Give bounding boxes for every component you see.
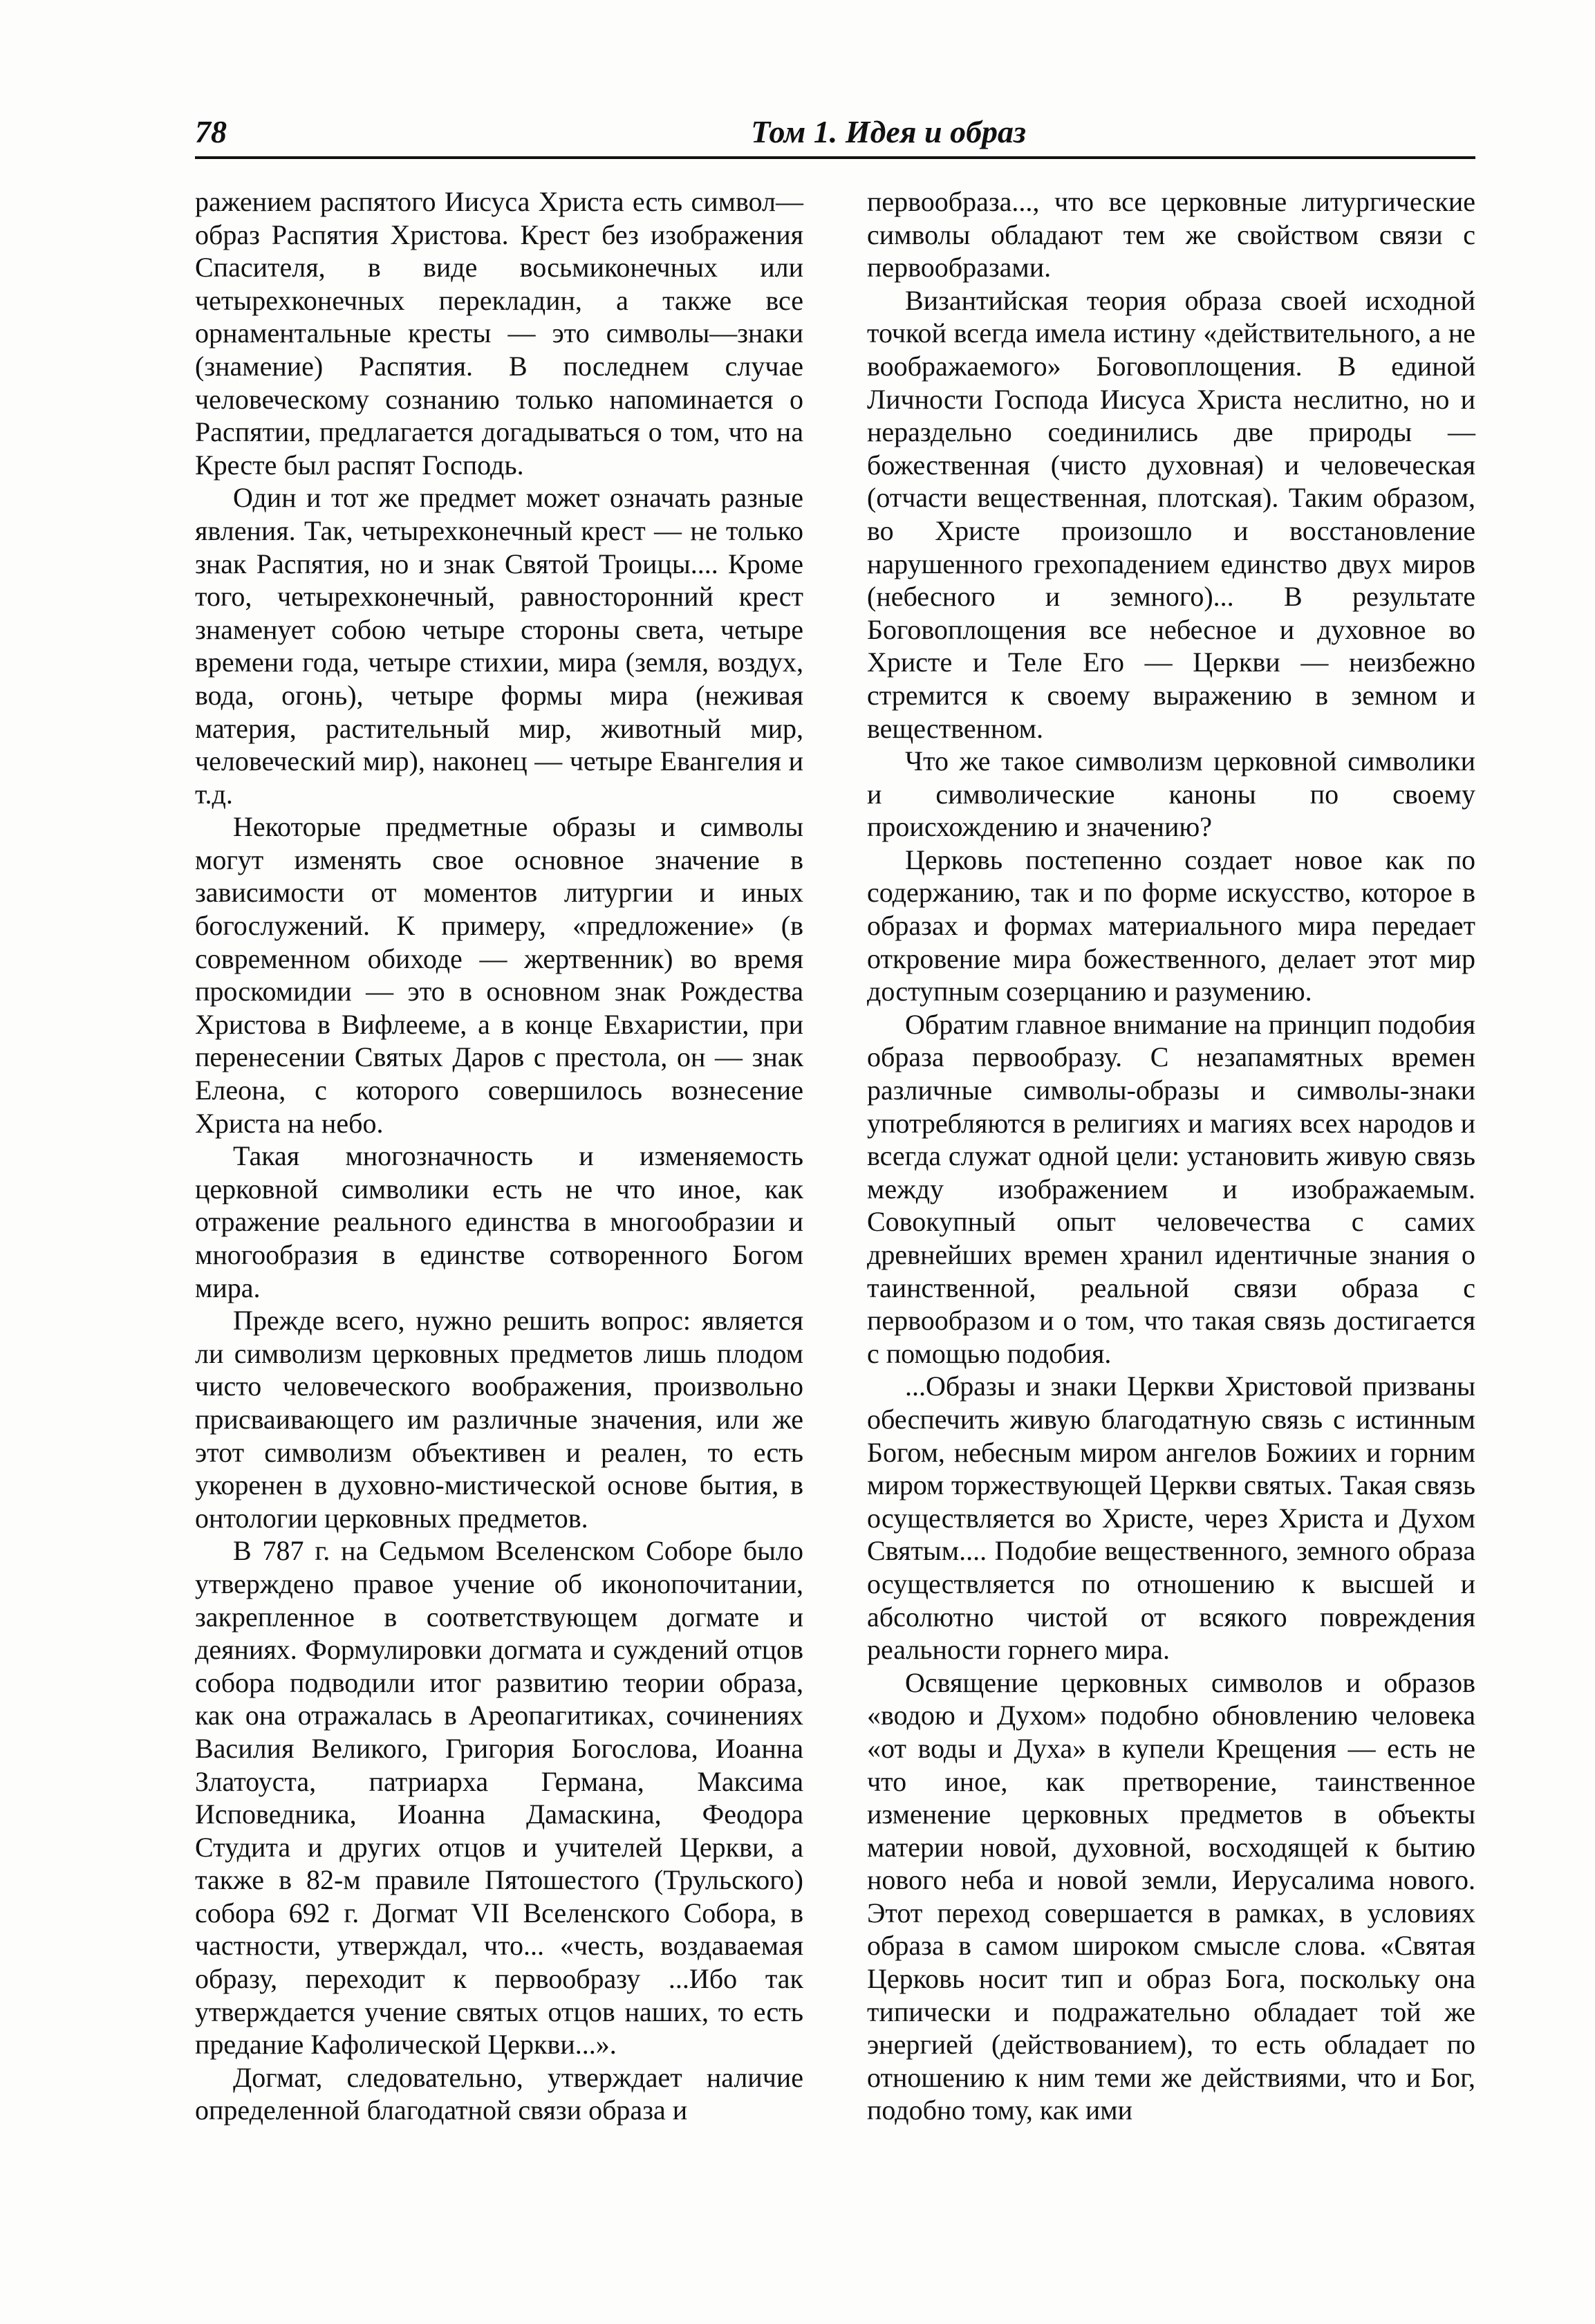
page-header <box>195 111 1475 159</box>
paragraph: Освящение церковных символов и образов «водою и Духом» подобно обновлению человека «от воды и Духа» в купели Крещения — есть не что иное, как претворение, таинственное изменение церковных предметов в объекты материи новой, духовной, восходящей к бытию нового неба и новой земли, Иерусалима нового. Этот переход совершается в рамках, в условиях образа в самом широком смысле слова. «Святая Церковь носит тип и образ Бога, поскольку она типически и подражательно обладает той же энергией (действованием), то есть обладает по отношению к ним теми же действиями, что и Бог, подобно тому, как ими <box>867 1666 1475 2126</box>
paragraph: ...Образы и знаки Церкви Христовой призваны обеспечить живую благодатную связь с истинным Богом, небесным миром ангелов Божиих и горним миром торжествующей Церкви святых. Такая связь осуществляется во Христе, через Христа и Духом Святым.... Подобие вещественного, земного образа осуществляется по отношению к высшей и абсолютно чистой от всякого повреждения реальности горнего мира. <box>867 1370 1475 1666</box>
paragraph: Византийская теория образа своей исходной точкой всегда имела истину «действительного, а не воображаемого» Боговоплощения. В единой Личности Господа Иисуса Христа неслитно, но и нераздельно соединились две природы — божественная (чисто духовная) и человеческая (отчасти вещественная, плотская). Таким образом, во Христе произошло и восстановление нарушенного грехопадением единство двух миров (небесного и земного)... В результате Боговоплощения все небесное и духовное во Христе и Теле Его — Церкви — неизбежно стремится к своему выражению в земном и вещественном. <box>867 284 1475 744</box>
right-column <box>867 185 1475 2127</box>
paragraph: Прежде всего, нужно решить вопрос: является ли символизм церковных предметов лишь плодом чисто человеческого воображения, произвольно присваивающего им различные значения, или же этот символизм объективен и реален, то есть укоренен в духовно-мистической основе бытия, в онтологии церковных предметов. <box>195 1305 803 1534</box>
paragraph: Обратим главное внимание на принцип подобия образа первообразу. С незапамятных времен различные символы-образы и символы-знаки употребляются в религиях и магиях всех народов и всегда служат одной цели: установить живую связь между изображением и изображаемым. Совокупный опыт человечества с самих древнейших времен хранил идентичные знания о таинственной, реальной связи образа с первообразом и о том, что такая связь достигается с помощью подобия. <box>867 1008 1475 1369</box>
paragraph: Церковь постепенно создает новое как по содержанию, так и по форме искусство, которое в образах и формах материального мира передает откровение мира божественного, делает этот мир доступным созерцанию и разумению. <box>867 844 1475 1007</box>
paragraph: ражением распятого Иисуса Христа есть символ—образ Распятия Христова. Крест без изображения Спасителя, в виде восьмиконечных или четырехконечных перекладин, а также все орнаментальные кресты — это символы—знаки (знамение) Распятия. В последнем случае человеческому сознанию только напоминается о Распятии, предлагается догадываться о том, что на Кресте был распят Господь. <box>195 186 803 481</box>
page-number: 78 <box>195 114 227 149</box>
paragraph: Такая многозначность и изменяемость церковной символики есть не что иное, как отражение реального единства в многообразии и многообразия в единстве сотворенного Богом мира. <box>195 1140 803 1303</box>
paragraph: Некоторые предметные образы и символы могут изменять свое основное значение в зависимости от моментов литургии и иных богослужений. К примеру, «предложение» (в современном обиходе — жертвенник) во время проскомидии — это в основном знак Рождества Христова в Вифлееме, а в конце Евхаристии, при перенесении Святых Даров с престола, он — знак Елеона, с которого совершилось вознесение Христа на небо. <box>195 811 803 1139</box>
left-column <box>195 185 803 2127</box>
paragraph: первообраза..., что все церковные литургические символы обладают тем же свойством связи с первообразами. <box>867 186 1475 283</box>
paragraph: Один и тот же предмет может означать разные явления. Так, четырехконечный крест — не только знак Распятия, но и знак Святой Троицы.... Кроме того, четырехконечный, равносторонний крест знаменует собою четыре стороны света, четыре времени года, четыре стихии, мира (земля, воздух, вода, огонь), четыре формы мира (неживая материя, растительный мир, животный мир, человеческий мир), наконец — четыре Евангелия и т.д. <box>195 482 803 810</box>
paragraph: Догмат, следовательно, утверждает наличие определенной благодатной связи образа и <box>195 2061 803 2126</box>
paragraph: В 787 г. на Седьмом Вселенском Соборе было утверждено правое учение об иконопочитании, закрепленное в соответствующем догмате и деяниях. Формулировки догмата и суждений отцов собора подводили итог развитию теории образа, как она отражалась в Ареопагитиках, сочинениях Василия Великого, Григория Богослова, Иоанна Златоуста, патриарха Германа, Максима Исповедника, Иоанна Дамаскина, Феодора Студита и других отцов и учителей Церкви, а также в 82-м правиле Пятошестого (Трульского) собора 692 г. Догмат VII Вселенского Собора, в частности, утверждал, что... «честь, воздаваемая образу, переходит к первообразу ...Ибо так утверждается учение святых отцов наших, то есть предание Кафолической Церкви...». <box>195 1535 803 2061</box>
paragraph: Что же такое символизм церковной символики и символические каноны по своему происхождению и значению? <box>867 745 1475 843</box>
running-title: Том 1. Идея и образ <box>751 114 1026 149</box>
